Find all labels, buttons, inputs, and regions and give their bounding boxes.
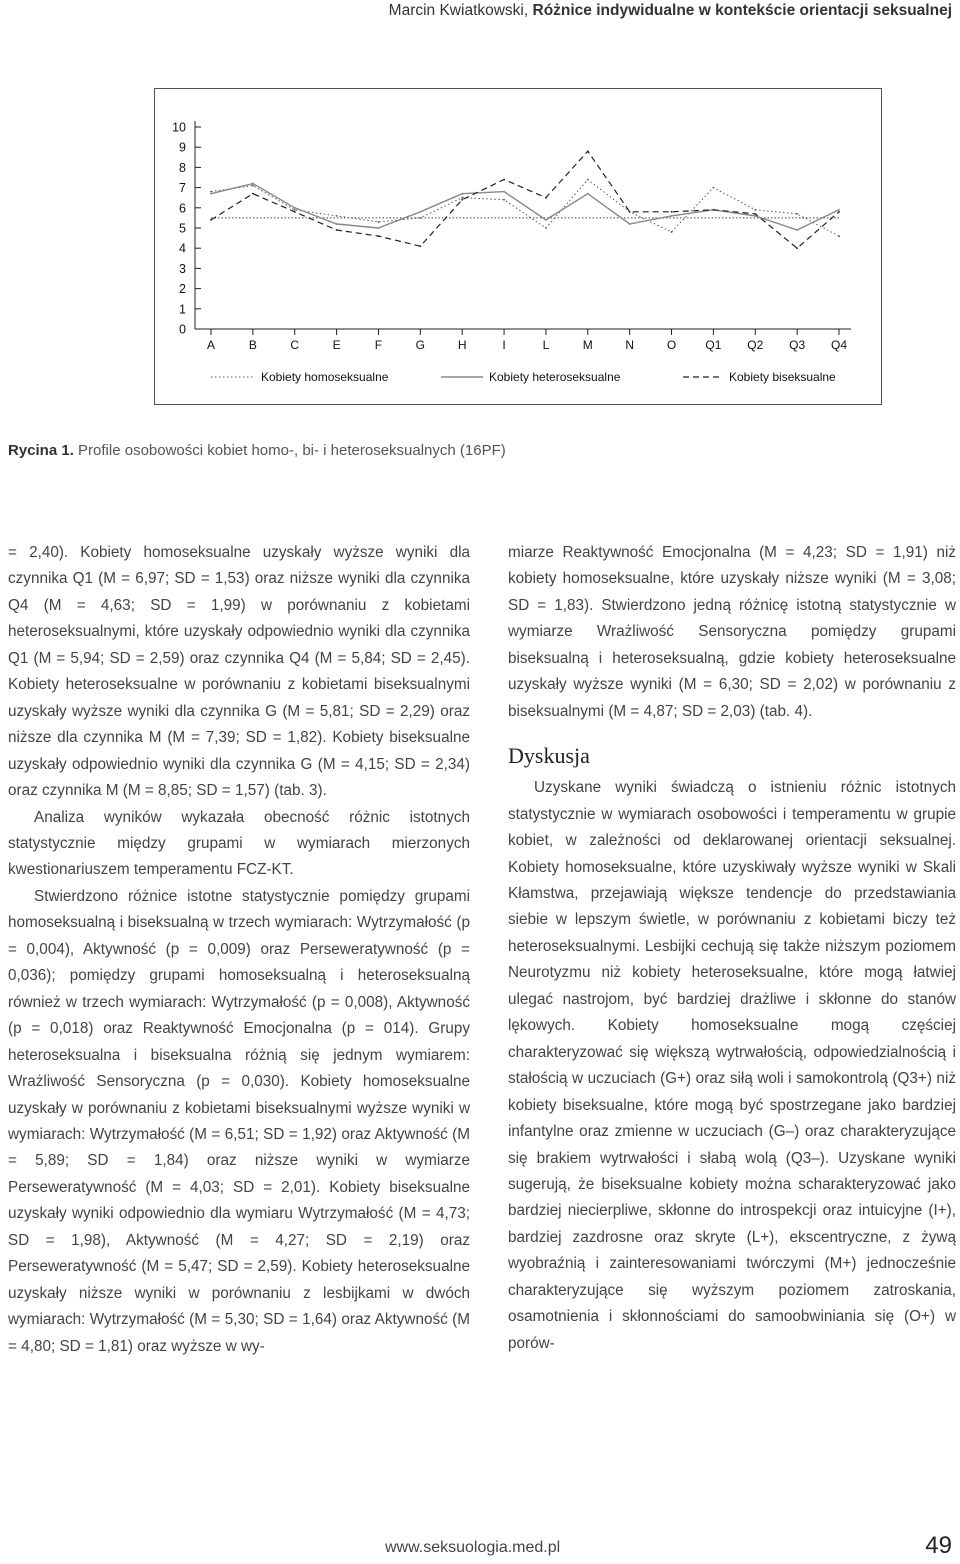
x-tick-label: L	[542, 338, 550, 352]
x-tick-label: B	[248, 338, 257, 352]
data-point	[210, 191, 212, 193]
x-tick-label: A	[206, 338, 216, 352]
y-tick-label: 8	[179, 160, 186, 175]
article-title: Różnice indywidualne w kontekście orientacji seksualnej	[532, 2, 952, 19]
x-tick-label: N	[625, 338, 635, 352]
data-point	[378, 227, 380, 229]
section-heading-dyskusja: Dyskusja	[508, 743, 590, 769]
page-number: 49	[925, 1532, 952, 1559]
running-header	[389, 2, 952, 20]
x-tick-label: F	[374, 338, 383, 352]
y-tick-label: 4	[179, 241, 186, 256]
figure-caption-text: Profile osobowości kobiet homo-, bi- i heteroseksualnych (16PF)	[78, 442, 506, 459]
x-tick-label: G	[415, 338, 426, 352]
data-point	[503, 199, 505, 201]
left-paragraph-1: = 2,40). Kobiety homoseksualne uzyskały wyższe wyniki dla czynnika Q1 (M = 6,97; SD = 1,53) oraz niższe wyniki dla czynnika Q4 (M = 4,63; SD = 1,99) w porównaniu z kobietami heteroseksualnymi, które uzyskały odpowiednio wyniki dla czynnika Q1 (M = 5,94; SD = 2,59) oraz czynnika Q4 (M = 5,84; SD = 2,45). Kobiety heteroseksualne w porównaniu z kobietami biseksualnymi uzyskały wyższe wyniki dla czynnika G (M = 5,81; SD = 2,29) oraz niższe dla czynnika M (M = 7,39; SD = 1,82). Kobiety biseksualne uzyskały odpowiednio wyniki dla czynnika G (M = 4,15; SD = 2,34) oraz czynnika M (M = 8,85; SD = 1,57) (tab. 3).	[8, 544, 470, 800]
line-chart	[155, 89, 881, 404]
data-point	[545, 219, 547, 221]
data-point	[796, 229, 798, 231]
data-point	[796, 247, 798, 249]
legend-label: Kobiety heteroseksualne	[489, 370, 621, 384]
x-tick-label: Q4	[830, 338, 848, 352]
data-point	[713, 209, 715, 211]
x-tick-label: I	[502, 338, 506, 352]
x-tick-label: E	[332, 338, 341, 352]
data-point	[378, 235, 380, 237]
data-point	[294, 209, 296, 211]
legend-label: Kobiety biseksualne	[729, 370, 836, 384]
data-point	[294, 211, 296, 213]
data-point	[671, 215, 673, 217]
figure-caption	[8, 442, 506, 459]
author-name: Marcin Kwiatkowski,	[388, 2, 529, 19]
data-point	[796, 213, 798, 215]
left-column	[8, 540, 470, 1360]
data-point	[336, 229, 338, 231]
data-point	[629, 223, 631, 225]
data-point	[754, 215, 756, 217]
data-point	[461, 197, 463, 199]
x-tick-label: O	[666, 338, 677, 352]
data-point	[545, 227, 547, 229]
y-tick-label: 6	[179, 201, 186, 216]
figure-chart	[154, 88, 882, 405]
data-point	[754, 213, 756, 215]
data-point	[252, 183, 254, 185]
right-paragraph-1: miarze Reaktywność Emocjonalna (M = 4,23; SD = 1,91) niż kobiety homoseksualne, które uzyskały niższe wyniki (M = 3,08; SD = 1,83). Stwierdzono jedną różnicę istotną statystycznie w wymiarze Wrażliwość Sensoryczna pomiędzy grupami biseksualną i heteroseksualną, gdzie kobiety heteroseksualne uzyskały wyższe wyniki (M = 6,30; SD = 2,02) w porównaniu z biseksualnymi (M = 4,87; SD = 2,03) (tab. 4).	[508, 544, 956, 720]
series-line-dotted	[211, 180, 839, 237]
x-tick-label: Q1	[705, 338, 722, 352]
data-point	[503, 179, 505, 181]
data-point	[210, 219, 212, 221]
data-point	[838, 209, 840, 211]
data-point	[713, 187, 715, 189]
x-tick-label: Q3	[789, 338, 806, 352]
x-tick-label: M	[582, 338, 593, 352]
data-point	[629, 211, 631, 213]
data-point	[461, 193, 463, 195]
y-tick-label: 1	[179, 302, 186, 317]
y-tick-label: 10	[172, 120, 186, 135]
data-point	[587, 179, 589, 181]
footer-url: www.seksuologia.med.pl	[385, 1539, 561, 1556]
figure-caption-label: Rycina 1.	[8, 442, 74, 459]
data-point	[587, 150, 589, 152]
data-point	[838, 235, 840, 237]
y-tick-label: 9	[179, 140, 186, 155]
data-point	[754, 209, 756, 211]
y-tick-label: 2	[179, 282, 186, 297]
right-paragraph-2: Uzyskane wyniki świadczą o istnieniu różnic istotnych statystycznie w wymiarach osobowości i temperamentu w grupie kobiet, w zależności od deklarowanej orientacji seksualnej. Kobiety homoseksualne, które uzyskiwały wyższe wyniki w Skali Kłamstwa, przejawiają większe tendencje do przedstawiania siebie w lepszym świetle, w porównaniu z kobietami biczy też heteroseksualnymi. Lesbijki cechują się także niższym poziomem Neurotyzmu niż kobiety heteroseksualne, które mogą łatwiej ulegać nastrojom, być bardziej drażliwe i skłonne do stanów lękowych. Kobiety homoseksualne mogą częściej charakteryzować się większą wytrwałością, odpowiedzialnością i stałością w uczuciach (G+) oraz siłą woli i samokontrolą (Q3+) niż kobiety biseksualne, które mogą być spostrzegane jako bardziej infantylne oraz zmienne w uczuciach (G–) oraz charakteryzujące się brakiem wytrwałości i słabą wolą (Q3–). Uzyskane wyniki sugerują, że biseksualne kobiety można scharakteryzować jako bardziej niecierpliwe, skłonne do introspekcji oraz intuicyjne (I+), bardziej zazdrosne oraz skryte (L+), ekscentryczne, z żywą wyobraźnią i zainteresowaniami twórczymi (M+) jednocześnie charakteryzujące się wyższym poziomem zatroskania, osamotnienia i skłonnościami do samoobwiniania się (O+) w porów-	[508, 779, 956, 1352]
data-point	[545, 197, 547, 199]
x-tick-label: Q2	[747, 338, 764, 352]
right-column	[508, 540, 956, 1357]
x-tick-label: H	[457, 338, 467, 352]
data-point	[336, 223, 338, 225]
data-point	[419, 217, 421, 219]
data-point	[461, 199, 463, 201]
y-tick-label: 7	[179, 181, 186, 196]
series-line-dashed	[211, 151, 839, 248]
data-point	[252, 193, 254, 195]
y-tick-label: 5	[179, 221, 186, 236]
legend-label: Kobiety homoseksualne	[261, 370, 389, 384]
left-paragraph-3: Stwierdzono różnice istotne statystycznie pomiędzy grupami homoseksualną i biseksualną w trzech wymiarach: Wytrzymałość (p = 0,004), Aktywność (p = 0,009) oraz Perseweratywność (p = 0,036); pomiędzy grupami homoseksualną i heteroseksualną również w trzech wymiarach: Wytrzymałość (p = 0,008), Aktywność (p = 0,018) oraz Reaktywność Emocjonalna (p = 014). Grupy heteroseksualna i biseksualna różnią się jednym wymiarem: Wrażliwość Sensoryczna (p = 0,030). Kobiety homoseksualne uzyskały w porównaniu z kobietami biseksualnymi wyższe wyniki w wymiarach: Wytrzymałość (M = 6,51; SD = 1,92) oraz Aktywność (M = 5,89; SD = 1,84) oraz niższe wyniki w wymiarze Perseweratywność (M = 4,03; SD = 2,01). Kobiety biseksualne uzyskały wyniki odpowiednio dla wymiaru Wytrzymałość (M = 4,73; SD = 1,98), Aktywność (M = 4,27; SD = 2,19) oraz Perseweratywność (M = 5,47; SD = 2,59). Kobiety heteroseksualne uzyskały niższe wyniki w porównaniu z lesbijkami w dwóch wymiarach: Wytrzymałość (M = 5,30; SD = 1,64) oraz Aktywność (M = 4,80; SD = 1,81) oraz wyższe w wy-	[8, 887, 470, 1355]
series-line-solid	[211, 184, 839, 230]
data-point	[210, 193, 212, 195]
left-paragraph-2: Analiza wyników wykazała obecność różnic istotnych statystycznie między grupami w wymiarach mierzonych kwestionariuszem temperamentu FCZ-KT.	[8, 808, 470, 879]
data-point	[419, 211, 421, 213]
data-point	[671, 231, 673, 233]
y-tick-label: 3	[179, 261, 186, 276]
x-tick-label: C	[290, 338, 300, 352]
data-point	[838, 211, 840, 213]
data-point	[587, 193, 589, 195]
data-point	[503, 191, 505, 193]
data-point	[671, 211, 673, 213]
data-point	[294, 207, 296, 209]
data-point	[419, 245, 421, 247]
data-point	[252, 185, 254, 187]
y-tick-label: 0	[179, 322, 186, 337]
data-point	[336, 215, 338, 217]
data-point	[378, 221, 380, 223]
